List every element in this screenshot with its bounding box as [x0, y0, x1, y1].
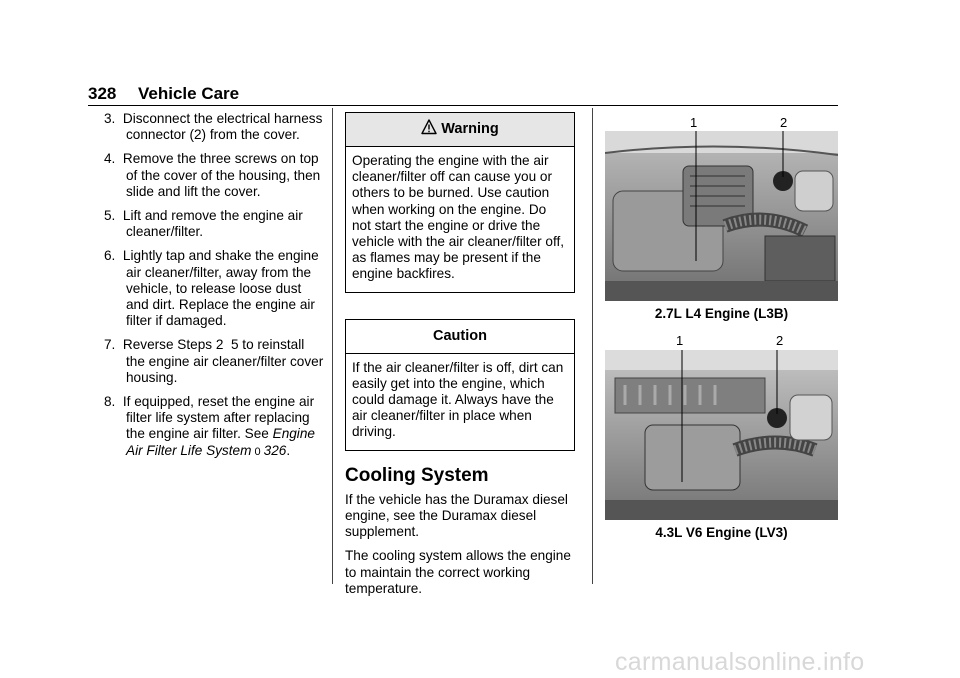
middle-column — [345, 112, 581, 605]
page-title: Vehicle Care — [138, 84, 240, 103]
page-header — [88, 84, 239, 104]
figure-callout: 2 — [776, 333, 784, 348]
see-reference-link[interactable]: Engine Air Filter Life System — [126, 426, 315, 458]
cooling-paragraph: The cooling system allows the engine to maintain the correct working temperature. — [345, 548, 571, 596]
header-rule — [88, 105, 838, 106]
warning-header — [346, 113, 574, 147]
steps-column — [95, 111, 325, 468]
section-heading: Cooling System — [345, 464, 489, 486]
column-divider — [592, 108, 593, 584]
list-item: 7. Reverse Steps 2 5 to reinstall the engine air cleaner/filter cover housing. — [104, 337, 324, 385]
engine-photo-lv3 — [605, 350, 838, 520]
warning-text: Operating the engine with the air cleaner/filter off can cause you or others to be burned. Use caution when working on the engine. Do not start the engine or drive the vehicle with the air cleaner/filter off, as flames may be present if the engine backfires. — [352, 153, 565, 282]
list-item: 3. Disconnect the electrical harness connector (2) from the cover. — [104, 111, 323, 143]
figure-callout: 1 — [676, 333, 684, 348]
list-item: 4. Remove the three screws on top of the cover of the housing, then slide and lift the cover. — [104, 151, 321, 199]
caution-header — [346, 320, 574, 354]
caution-title: Caution — [433, 327, 487, 344]
watermark: carmanualsonline.info — [615, 648, 865, 676]
list-item: 5. Lift and remove the engine air cleaner/filter. — [104, 208, 303, 240]
caution-box — [345, 319, 575, 451]
cooling-paragraph: If the vehicle has the Duramax diesel engine, see the Duramax diesel supplement. — [345, 491, 568, 540]
caution-text: If the air cleaner/filter is off, dirt can easily get into the engine, which could damage it. Always have the air cleaner/filter in place when driving. — [352, 359, 564, 440]
page-number: 328 — [88, 84, 117, 103]
figure-callout: 1 — [690, 115, 698, 130]
column-divider — [332, 108, 333, 584]
figure-caption: 2.7L L4 Engine (L3B) — [654, 306, 789, 321]
warning-box — [345, 112, 575, 293]
warning-title: Warning — [441, 121, 499, 137]
page-arrow-icon: 0 — [254, 445, 261, 458]
warning-triangle-icon — [421, 119, 437, 135]
figure-caption: 4.3L V6 Engine (LV3) — [655, 525, 788, 540]
list-item: 8. If equipped, reset the engine air filter life system after replacing the engine air filter. See Engine Air Filter Life System 0 326. — [104, 394, 315, 458]
figure-callout: 2 — [780, 115, 788, 130]
see-reference: See Engine Air Filter Life System 0 326. — [126, 426, 315, 458]
engine-photo-l3b — [605, 131, 838, 301]
list-item: 6. Lightly tap and shake the engine air cleaner/filter, away from the vehicle, to release loose dust and dirt. Replace the engine air filter if damaged. — [104, 248, 319, 329]
